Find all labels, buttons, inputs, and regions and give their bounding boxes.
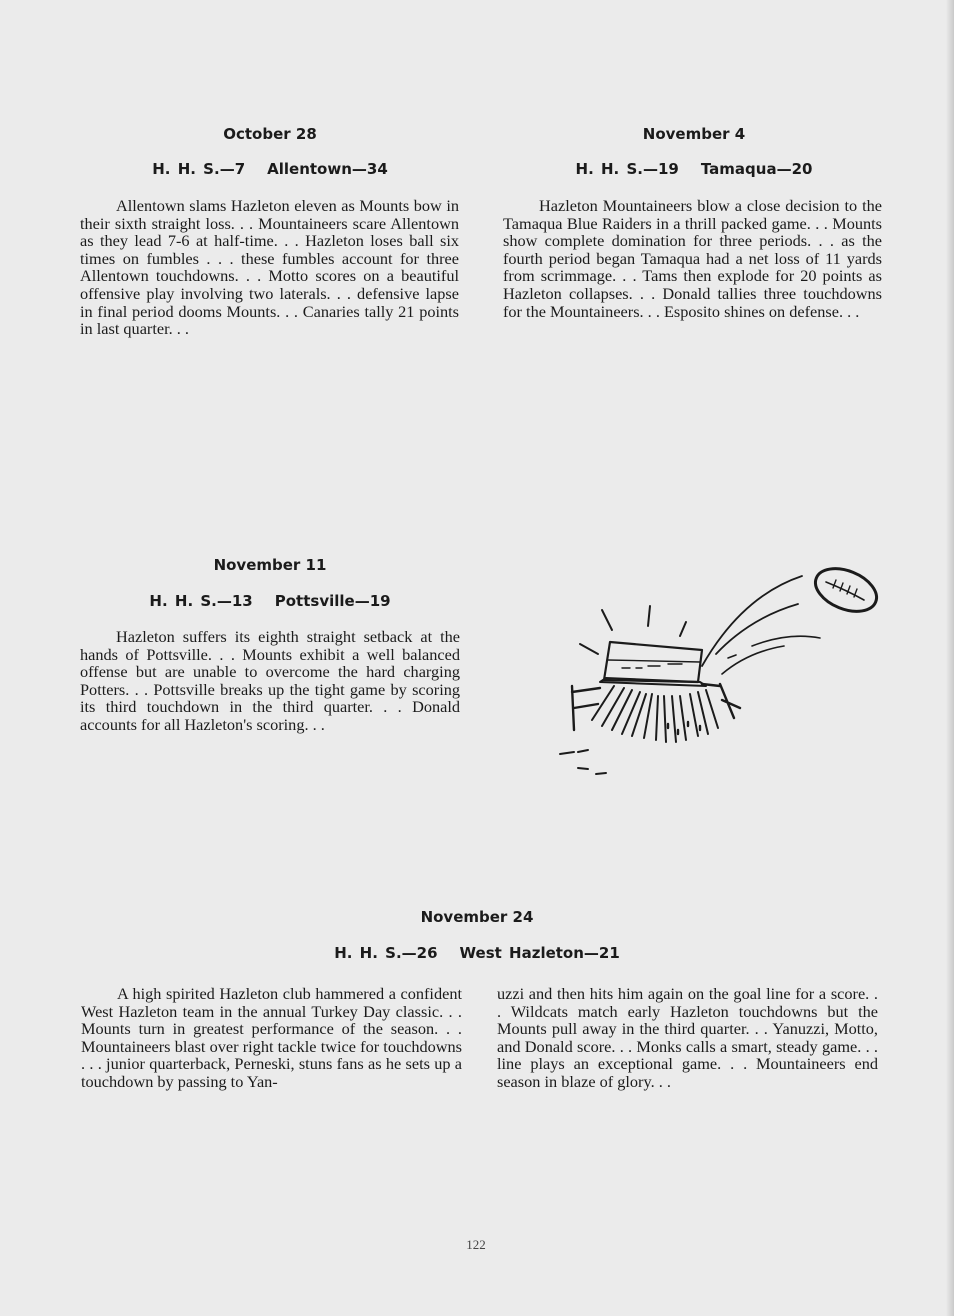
- game-date: October 28: [223, 125, 317, 143]
- home-score: 13: [231, 592, 253, 610]
- score-line: H. H. S.—7 Allentown—34: [152, 160, 388, 178]
- score-line: H. H. S.—26 West Hazleton—21: [334, 944, 620, 962]
- home-team: H. H. S.: [575, 160, 643, 178]
- score-line: H. H. S.—13 Pottsville—19: [149, 592, 391, 610]
- game-date: November 11: [213, 556, 327, 574]
- home-team: H. H. S.: [149, 592, 217, 610]
- home-score: 19: [657, 160, 679, 178]
- home-team: H. H. S.: [152, 160, 220, 178]
- game-summary-column-1: A high spirited Hazleton club hammered a confident West Hazleton team in the annual Turkey Day classic. . . Mounts turn in greatest performance of the season. . . Mountaineers blast over right tackle twice for touchdowns . . . junior quarterback, Perneski, stuns fans as he sets up a touchdown by passing to Yan-: [81, 984, 462, 1091]
- game-date: November 4: [642, 125, 746, 143]
- opponent-team: West Hazleton: [459, 944, 584, 962]
- game-date: November 24: [420, 908, 534, 926]
- game-summary-column-2: uzzi and then hits him again on the goal line for a score. . . Wildcats match early Hazleton touchdowns but the Mounts pull away in the third quarter. . . Yanuzzi, Motto, and Donald score. . . Monks calls a smart, steady game. . . line plays an exceptional game. . . Mountaineers end season in blaze of glory. . .: [497, 984, 878, 1091]
- page-number: 122: [466, 1237, 486, 1252]
- game-summary: Hazleton Mountaineers blow a close decision to the Tamaqua Blue Raiders in a thrill packed game. . . Mounts show complete domination for three periods. . . as the fourth period began Tamaqua had a net loss of 11 yards from scrimmage. . . Tams then explode for 20 points as Hazleton collapses. . . Donald tallies three touchdowns for the Mountaineers. . . Esposito shines on defense. . .: [503, 196, 882, 321]
- opponent-team: Allentown: [267, 160, 352, 178]
- game-summary: Hazleton suffers its eighth straight setback at the hands of Pottsville. . . Mounts exhibit a well balanced offense but are unable to overcome the hard charging Potters. . . Pottsville breaks up the tight game by scoring its third touchdown in the third quarter. . . Donald accounts for all Hazleton's scoring. . .: [80, 627, 460, 734]
- home-score: 26: [416, 944, 438, 962]
- game-summary: Allentown slams Hazleton eleven as Mounts bow in their sixth straight loss. . . Mountaineers scare Allentown as they lead 7-6 at half-time. . . Hazleton loses ball six times on fumbles . . . these fumbles account for three Allentown touchdowns. . . Motto scores on a beautiful offensive play involving two laterals. . . defensive lapse in final period dooms Mounts. . . Canaries tally 21 points in last quarter. . .: [80, 196, 459, 339]
- football-goal-sketch-icon: [552, 558, 887, 790]
- opponent-team: Pottsville: [274, 592, 355, 610]
- home-score: 7: [234, 160, 246, 178]
- opponent-score: 19: [369, 592, 391, 610]
- home-team: H. H. S.: [334, 944, 402, 962]
- opponent-score: 34: [366, 160, 388, 178]
- page-edge-shadow: [946, 0, 954, 1316]
- opponent-team: Tamaqua: [700, 160, 777, 178]
- opponent-score: 20: [791, 160, 813, 178]
- score-line: H. H. S.—19 Tamaqua—20: [575, 160, 813, 178]
- opponent-score: 21: [598, 944, 620, 962]
